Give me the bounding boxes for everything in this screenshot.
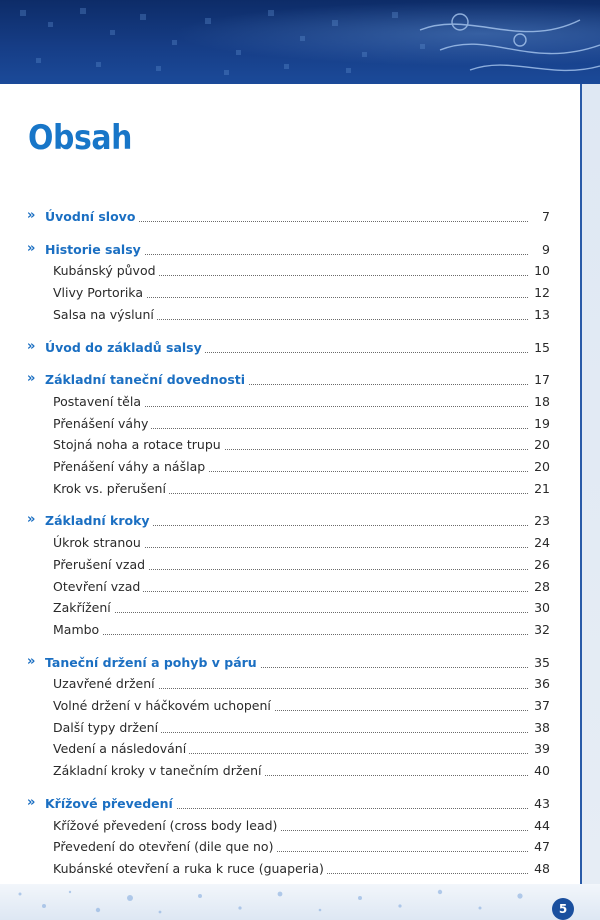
subsection-title: Zakřížení: [53, 600, 114, 615]
toc-chapter-row: [0, 795, 600, 815]
page-ref: 35: [534, 654, 550, 670]
subsection-title: Úkrok stranou: [53, 535, 144, 550]
page-ref: 20: [534, 459, 550, 474]
chapter-title: Úvod do základů salsy: [45, 340, 205, 355]
toc-chapter-row: [0, 654, 600, 674]
toc-subsection-row: [0, 697, 600, 717]
chapter-marker-icon: »: [27, 512, 36, 528]
chapter-marker-icon: »: [27, 240, 36, 256]
subsection-title: Otevření vzad: [53, 579, 143, 594]
page-ref: 47: [534, 839, 550, 855]
page-title: Obsah: [28, 118, 132, 158]
toc-subsection-row: [0, 817, 600, 837]
page-ref: 17: [534, 372, 550, 388]
page-ref: 37: [534, 698, 550, 713]
subsection-title: Převedení do otevření (dile que no): [53, 839, 276, 854]
toc-subsection-row: [0, 458, 600, 478]
toc-subsection-row: [0, 480, 600, 500]
subsection-title: Základní kroky v tanečním držení: [53, 763, 265, 778]
page-number-badge: 5: [552, 898, 574, 920]
dot-leader: [53, 612, 528, 613]
toc-subsection-row: [0, 556, 600, 576]
chapter-marker-icon: »: [27, 794, 36, 810]
chapter-title: Historie salsy: [45, 242, 144, 257]
page-ref: 48: [534, 860, 550, 876]
toc-subsection-row: [0, 740, 600, 760]
page-ref: 40: [534, 763, 550, 779]
toc-chapter-row: [0, 339, 600, 359]
chapter-marker-icon: »: [27, 371, 36, 387]
page-ref: 23: [534, 513, 550, 529]
subsection-title: Kubánský původ: [53, 263, 159, 278]
page-ref: 28: [534, 578, 550, 594]
splatter-pattern: [0, 884, 600, 920]
page-ref: 21: [534, 480, 550, 496]
page-ref: 15: [534, 339, 550, 355]
page-ref: 39: [534, 741, 550, 757]
chapter-marker-icon: »: [27, 208, 36, 223]
toc-chapter-row: [0, 208, 600, 228]
toc-subsection-row: [0, 719, 600, 739]
toc-subsection-row: [0, 621, 600, 641]
toc-subsection-row: [0, 860, 600, 880]
page-ref: 9: [542, 241, 550, 257]
subsection-title: Vedení a následování: [53, 741, 189, 756]
page-ref: 13: [534, 306, 550, 322]
toc-subsection-row: [0, 436, 600, 456]
page-ref: 24: [534, 535, 550, 551]
page-ref: 10: [534, 263, 550, 279]
subsection-title: Přerušení vzad: [53, 557, 148, 572]
page-ref: 43: [534, 795, 550, 811]
chapter-title: Taneční držení a pohyb v páru: [45, 655, 260, 670]
subsection-title: Postavení těla: [53, 394, 144, 409]
subsection-title: Křížové převedení (cross body lead): [53, 818, 280, 833]
page-ref: 20: [534, 437, 550, 453]
subsection-title: Uzavřené držení: [53, 676, 158, 691]
subsection-title: Volné držení v háčkovém uchopení: [53, 698, 274, 713]
page-ref: 18: [534, 393, 550, 409]
page-ref: 44: [534, 817, 550, 833]
dot-leader: [53, 634, 528, 635]
page-ref: 32: [534, 621, 550, 637]
subsection-title: Další typy držení: [53, 720, 161, 735]
page-ref: 19: [534, 415, 550, 431]
toc-subsection-row: [0, 415, 600, 435]
toc-subsection-row: [0, 262, 600, 282]
page-ref: 30: [534, 600, 550, 616]
subsection-title: Kubánské otevření a ruka k ruce (guaperia): [53, 861, 327, 876]
chapter-title: Úvodní slovo: [45, 209, 138, 224]
toc-chapter-row: [0, 241, 600, 261]
toc-subsection-row: [0, 838, 600, 858]
chapter-title: Základní taneční dovednosti: [45, 372, 248, 387]
toc-subsection-row: [0, 393, 600, 413]
subsection-title: Vlivy Portorika: [53, 285, 146, 300]
toc-subsection-row: [0, 284, 600, 304]
page-ref: 12: [534, 285, 550, 301]
subsection-title: Salsa na výsluní: [53, 307, 157, 322]
page-ref: 36: [534, 676, 550, 692]
toc-subsection-row: [0, 578, 600, 598]
subsection-title: Přenášení váhy a nášlap: [53, 459, 208, 474]
page-ref: 26: [534, 556, 550, 572]
toc-chapter-row: [0, 512, 600, 532]
toc-subsection-row: [0, 599, 600, 619]
page-ref: 7: [542, 209, 550, 224]
page-ref: 38: [534, 719, 550, 735]
chapter-title: Základní kroky: [45, 513, 153, 528]
subsection-title: Stojná noha a rotace trupu: [53, 437, 224, 452]
toc-subsection-row: [0, 762, 600, 782]
toc-subsection-row: [0, 534, 600, 554]
chapter-marker-icon: »: [27, 338, 36, 354]
toc-subsection-row: [0, 675, 600, 695]
subsection-title: Mambo: [53, 622, 102, 637]
chapter-marker-icon: »: [27, 653, 36, 669]
toc-subsection-row: [0, 306, 600, 326]
toc-chapter-row: [0, 371, 600, 391]
footer-decorative-band: [0, 884, 600, 920]
subsection-title: Přenášení váhy: [53, 416, 151, 431]
subsection-title: Krok vs. přerušení: [53, 481, 169, 496]
chapter-title: Křížové převedení: [45, 796, 176, 811]
